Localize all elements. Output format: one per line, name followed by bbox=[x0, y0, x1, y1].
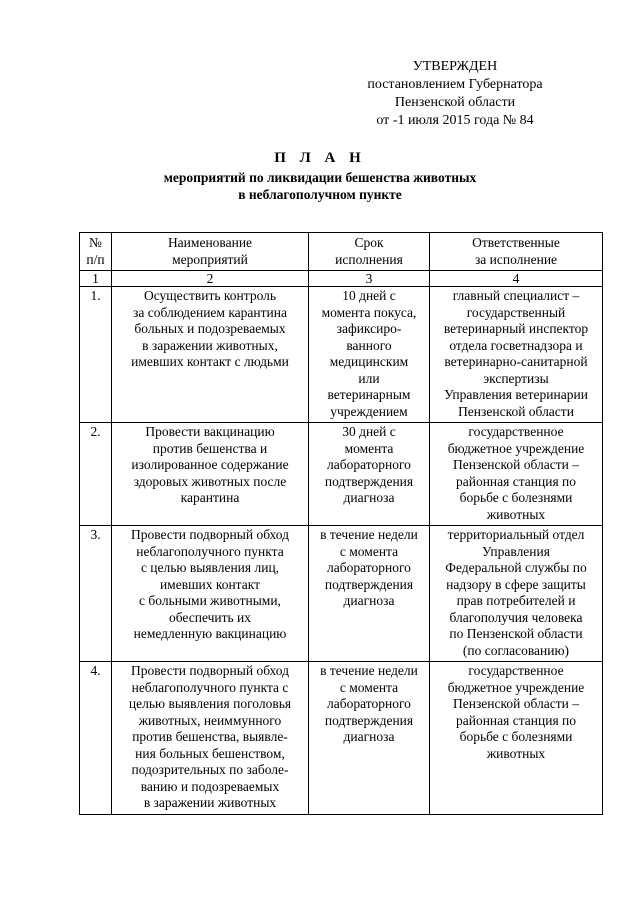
row-term-line: в течение недели bbox=[320, 527, 418, 542]
row-activity-line: здоровых животных после bbox=[133, 473, 287, 489]
row-responsible-line: Пензенской области – bbox=[453, 457, 579, 472]
row-responsible-line: экспертизы bbox=[483, 370, 549, 386]
row-activity-line: в заражении животных bbox=[143, 795, 277, 810]
row-term-line: подтверждения bbox=[324, 473, 414, 489]
header-term-line: исполнения bbox=[335, 251, 403, 267]
plan-title: П Л А Н bbox=[274, 150, 366, 166]
row-responsible bbox=[430, 662, 603, 815]
header-number bbox=[80, 233, 112, 271]
row-activity-line: подозрительных по заболе- bbox=[131, 762, 289, 777]
row-responsible-line: главный специалист – bbox=[452, 288, 580, 303]
row-term bbox=[309, 526, 430, 662]
row-term-line: момента покуса, bbox=[321, 304, 417, 320]
row-responsible-line: борьбе с болезнями bbox=[459, 729, 573, 744]
header-responsible bbox=[430, 233, 603, 271]
row-term-line: с момента bbox=[339, 543, 399, 559]
row-responsible-line: прав потребителей и bbox=[456, 593, 576, 608]
row-responsible-line: государственный bbox=[466, 304, 566, 320]
row-term bbox=[309, 662, 430, 815]
table-row bbox=[80, 662, 603, 815]
row-activity-line: с больными животными, bbox=[139, 593, 281, 608]
row-term-line: момента bbox=[344, 440, 394, 456]
row-number: 3. bbox=[80, 526, 112, 662]
header-term-line: Срок bbox=[354, 235, 384, 250]
row-activity bbox=[112, 287, 309, 423]
row-term-line: диагноза bbox=[343, 490, 395, 505]
row-activity-line: больных и подозреваемых bbox=[134, 321, 286, 336]
row-activity-line: обеспечить их bbox=[168, 609, 252, 625]
row-term-line: зафиксиро- bbox=[336, 321, 402, 336]
plan-heading bbox=[100, 148, 540, 203]
row-activity-line: Осуществить контроль bbox=[143, 288, 277, 303]
approval-decree-line: постановлением Губернатора bbox=[367, 77, 543, 92]
approval-approved-label: УТВЕРЖДЕН bbox=[412, 59, 498, 74]
header-activity-line: мероприятий bbox=[172, 251, 248, 267]
row-responsible-line: бюджетное учреждение bbox=[447, 679, 585, 695]
row-responsible bbox=[430, 423, 603, 526]
row-responsible bbox=[430, 287, 603, 423]
row-responsible-line: территориальный отдел bbox=[447, 527, 585, 542]
header-responsible-line: за исполнение bbox=[474, 251, 558, 267]
column-number-cell: 3 bbox=[309, 271, 430, 287]
column-number-cell: 1 bbox=[80, 271, 112, 287]
row-activity-line: изолированное содержание bbox=[131, 457, 289, 472]
row-responsible-line: районная станция по bbox=[455, 473, 577, 489]
row-responsible-line: Федеральной службы по bbox=[445, 560, 587, 575]
row-activity bbox=[112, 662, 309, 815]
row-term-line: медицинским bbox=[329, 354, 409, 369]
header-responsible-line: Ответственные bbox=[472, 235, 560, 250]
row-responsible-line: животных bbox=[486, 506, 546, 522]
row-responsible-line: Пензенской области bbox=[458, 403, 574, 419]
row-term-line: подтверждения bbox=[324, 576, 414, 592]
row-term-line: лабораторного bbox=[327, 560, 411, 575]
row-responsible-line: ветеринарный инспектор bbox=[443, 321, 589, 336]
row-term-line: или bbox=[358, 370, 380, 386]
row-term-line: диагноза bbox=[343, 593, 395, 608]
table-body bbox=[80, 287, 603, 815]
row-term-line: лабораторного bbox=[327, 457, 411, 472]
row-activity-line: карантина bbox=[180, 490, 240, 505]
header-activity-line: Наименование bbox=[167, 235, 253, 250]
row-term-line: в течение недели bbox=[320, 663, 418, 678]
row-number: 2. bbox=[80, 423, 112, 526]
column-number-cell: 4 bbox=[430, 271, 603, 287]
row-term bbox=[309, 423, 430, 526]
row-responsible-line: бюджетное учреждение bbox=[447, 440, 585, 456]
row-term-line: ветеринарным bbox=[327, 387, 411, 402]
row-term-line: диагноза bbox=[343, 729, 395, 744]
row-activity-line: имевших контакт с людьми bbox=[131, 354, 289, 369]
row-term-line: 30 дней с bbox=[342, 424, 396, 439]
row-activity-line: с целью выявления лиц, bbox=[140, 560, 280, 575]
row-responsible-line: по Пензенской области bbox=[449, 626, 583, 641]
row-responsible-line: борьбе с болезнями bbox=[459, 490, 573, 505]
row-activity-line: неблагополучного пункта bbox=[136, 543, 284, 559]
row-activity-line: целью выявления поголовья bbox=[128, 696, 292, 711]
row-activity-line: против бешенства, выявле- bbox=[132, 729, 288, 744]
row-activity-line: Провести подворный обход bbox=[130, 527, 290, 542]
row-activity-line: в заражении животных, bbox=[142, 337, 278, 353]
plan-table bbox=[79, 232, 603, 815]
row-activity-line: имевших контакт bbox=[159, 576, 261, 592]
row-responsible-line: районная станция по bbox=[455, 712, 577, 728]
row-responsible-line: животных bbox=[486, 745, 546, 761]
approval-block bbox=[340, 58, 570, 130]
header-term bbox=[309, 233, 430, 271]
row-responsible-line: (по согласованию) bbox=[462, 642, 570, 658]
header-number-line: п/п bbox=[86, 251, 105, 267]
row-responsible-line: Управления bbox=[482, 543, 550, 559]
row-term-line: лабораторного bbox=[327, 696, 411, 711]
row-responsible-line: государственное bbox=[468, 424, 564, 439]
row-activity bbox=[112, 526, 309, 662]
row-activity-line: против бешенства и bbox=[152, 440, 268, 456]
row-activity-line: неблагополучного пункта с bbox=[131, 679, 289, 695]
row-responsible-line: Пензенской области – bbox=[453, 696, 579, 711]
row-activity-line: за соблюдением карантина bbox=[133, 304, 287, 320]
table-row bbox=[80, 287, 603, 423]
row-number: 4. bbox=[80, 662, 112, 815]
row-term-line: 10 дней с bbox=[342, 288, 396, 303]
row-term-line: подтверждения bbox=[324, 712, 414, 728]
row-activity-line: ванию и подозреваемых bbox=[140, 778, 280, 794]
row-responsible bbox=[430, 526, 603, 662]
row-activity-line: Провести подворный обход bbox=[130, 663, 290, 678]
approval-region-line: Пензенской области bbox=[394, 95, 516, 110]
column-number-cell: 2 bbox=[112, 271, 309, 287]
row-term-line: учреждением bbox=[330, 403, 408, 419]
row-responsible-line: надзору в сфере защиты bbox=[446, 576, 586, 592]
row-responsible-line: ветеринарно-санитарной bbox=[444, 354, 588, 369]
row-term-line: с момента bbox=[339, 679, 399, 695]
table-header-row bbox=[80, 233, 603, 271]
header-activity bbox=[112, 233, 309, 271]
row-term bbox=[309, 287, 430, 423]
row-responsible-line: благополучия человека bbox=[449, 609, 583, 625]
row-responsible-line: государственное bbox=[468, 663, 564, 678]
header-number-line: № bbox=[89, 235, 102, 250]
plan-subtitle-line-1: мероприятий по ликвидации бешенства животных bbox=[163, 170, 477, 185]
approval-date-line: от -1 июля 2015 года № 84 bbox=[376, 113, 534, 128]
plan-subtitle-line-2: в неблагополучном пункте bbox=[238, 187, 402, 202]
row-term-line: ванного bbox=[346, 337, 392, 353]
row-activity-line: Провести вакцинацию bbox=[145, 424, 275, 439]
row-activity bbox=[112, 423, 309, 526]
row-responsible-line: отдела госветнадзора и bbox=[449, 337, 583, 353]
row-activity-line: ния больных бешенством, bbox=[135, 745, 285, 761]
row-responsible-line: Управления ветеринарии bbox=[444, 387, 588, 402]
row-activity-line: немедленную вакцинацию bbox=[133, 626, 287, 641]
column-number-row bbox=[80, 271, 603, 287]
table-row bbox=[80, 423, 603, 526]
row-activity-line: животных, неиммунного bbox=[138, 712, 282, 728]
table-row bbox=[80, 526, 603, 662]
row-number: 1. bbox=[80, 287, 112, 423]
